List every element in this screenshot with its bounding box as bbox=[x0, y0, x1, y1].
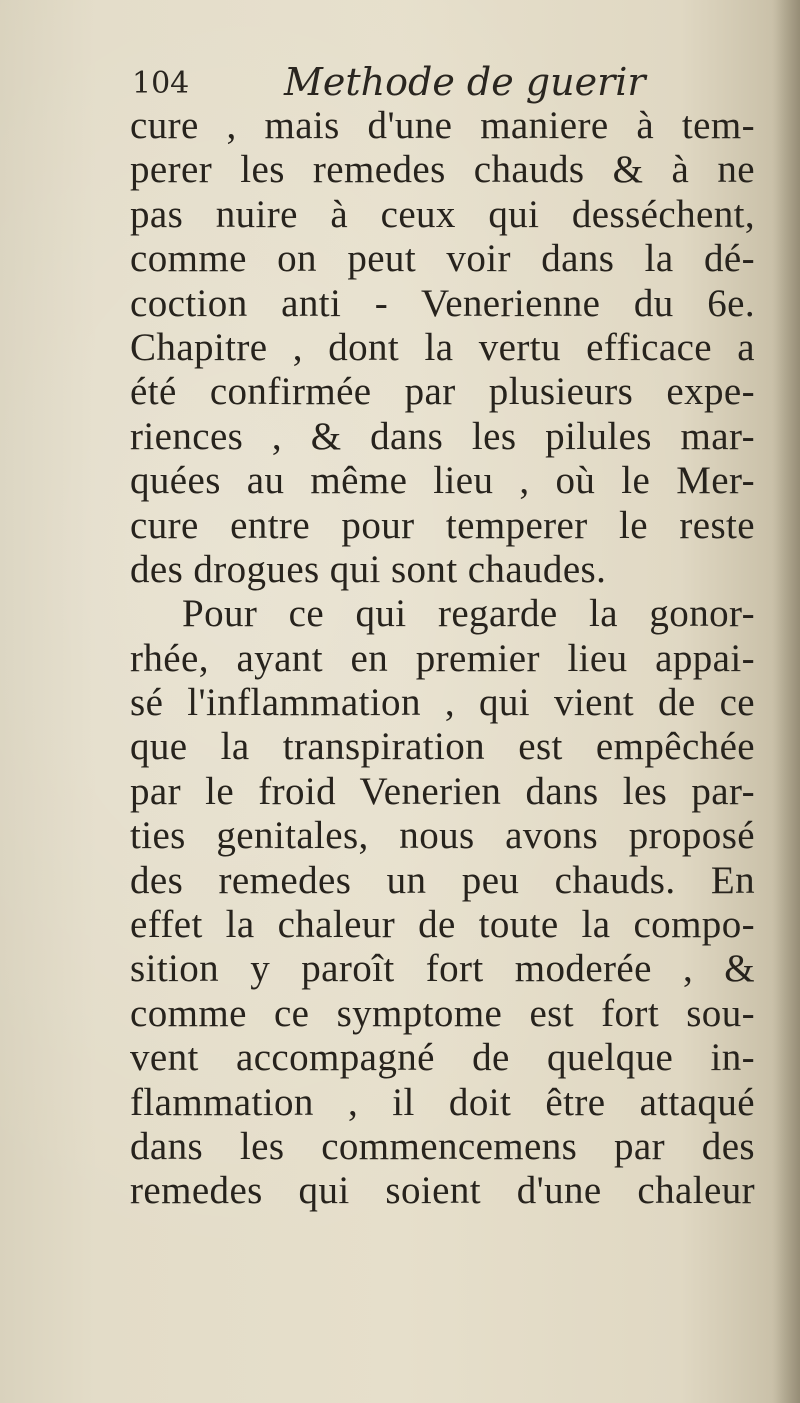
paragraph-start-line: Pour ce qui regarde la gonor- bbox=[182, 592, 755, 636]
text-line: remedes qui soient d'une chaleur bbox=[130, 1169, 755, 1213]
text-line: perer les remedes chauds & à ne bbox=[130, 148, 755, 192]
text-line: par le froid Venerien dans les par- bbox=[130, 769, 755, 813]
text-line: effet la chaleur de toute la compo- bbox=[130, 903, 755, 947]
paragraph-end-line: des drogues qui sont chaudes. bbox=[130, 547, 607, 591]
running-head bbox=[132, 58, 752, 108]
text-line: pas nuire à ceux qui desséchent, bbox=[130, 192, 755, 236]
page-number: 104 bbox=[132, 66, 190, 101]
text-line: des remedes un peu chauds. En bbox=[130, 858, 755, 902]
body-text bbox=[130, 104, 755, 1214]
text-line: riences , & dans les pilules mar- bbox=[130, 414, 755, 458]
text-line: que la transpiration est empêchée bbox=[130, 725, 755, 769]
text-line: dans les commencemens par des bbox=[130, 1124, 755, 1168]
text-line: comme ce symptome est fort sou- bbox=[130, 991, 755, 1035]
text-line: coction anti - Venerienne du 6e. bbox=[130, 281, 755, 325]
text-line: vent accompagné de quelque in- bbox=[130, 1036, 755, 1080]
text-line: quées au même lieu , où le Mer- bbox=[130, 459, 755, 503]
text-line: cure entre pour temperer le reste bbox=[130, 503, 755, 547]
text-line: cure , mais d'une maniere à tem- bbox=[130, 104, 755, 147]
text-line: flammation , il doit être attaqué bbox=[130, 1080, 755, 1124]
text-line: sition y paroît fort moderée , & bbox=[130, 947, 755, 991]
text-line: rhée, ayant en premier lieu appai- bbox=[130, 636, 755, 680]
text-line: été confirmée par plusieurs expe- bbox=[130, 370, 755, 414]
running-head-title: Methode de guerir bbox=[284, 60, 646, 104]
text-line: comme on peut voir dans la dé- bbox=[130, 237, 755, 281]
text-line: ties genitales, nous avons proposé bbox=[130, 814, 755, 858]
text-line: sé l'inflammation , qui vient de ce bbox=[130, 681, 755, 725]
text-line: Chapitre , dont la vertu efficace a bbox=[130, 325, 755, 369]
